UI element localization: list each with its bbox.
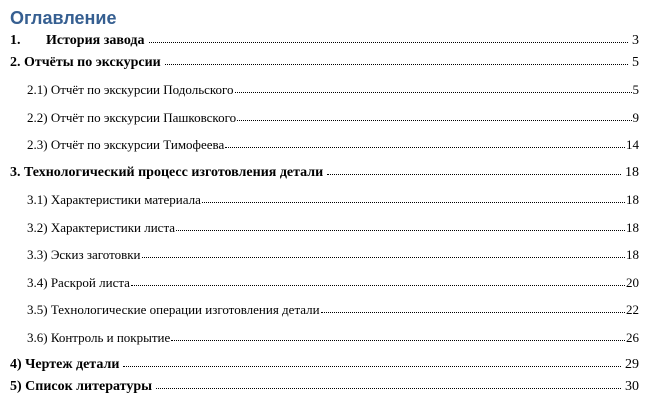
toc-entry-page: 22: [626, 302, 639, 317]
toc-entry-label: 3.2) Характеристики листа: [27, 220, 176, 235]
dot-leader: [176, 229, 625, 231]
toc-entry-page: 9: [632, 110, 639, 125]
toc-entry-label: История завода: [46, 33, 145, 48]
toc-entry-page: 29: [625, 357, 639, 372]
dot-leader: [327, 173, 621, 175]
toc-entry-references[interactable]: [10, 379, 639, 395]
toc-entry-label: 4) Чертеж детали: [10, 357, 120, 372]
toc-entry-page: 18: [625, 165, 639, 180]
toc-entry-label: 3. Технологический процесс изготовления детали: [10, 165, 324, 180]
toc-entry-inspection-coating[interactable]: [27, 330, 639, 346]
dot-leader: [142, 256, 625, 258]
toc-entry-report-pashkovsky[interactable]: [27, 110, 639, 126]
toc-entry-report-podolsky[interactable]: [27, 82, 639, 98]
toc-entry-manufacturing-operations[interactable]: [27, 302, 639, 318]
dot-leader: [123, 365, 621, 367]
dot-leader: [156, 387, 621, 389]
toc-entry-page: 14: [626, 137, 639, 152]
toc-entry-page: 20: [626, 275, 639, 290]
dot-leader: [321, 311, 625, 313]
toc-entry-label: 2.1) Отчёт по экскурсии Подольского: [27, 82, 234, 97]
toc-entry-label: 2.2) Отчёт по экскурсии Пашковского: [27, 110, 237, 125]
dot-leader: [165, 63, 628, 65]
toc-entry-label: 2.3) Отчёт по экскурсии Тимофеева: [27, 137, 225, 152]
toc-entry-blank-sketch[interactable]: [27, 247, 639, 263]
toc-entry-label: 3.6) Контроль и покрытие: [27, 330, 171, 345]
toc-entry-page: 18: [626, 247, 639, 262]
dot-leader: [149, 41, 629, 43]
toc-entry-material-characteristics[interactable]: [27, 192, 639, 208]
dot-leader: [235, 91, 632, 93]
dot-leader: [202, 201, 625, 203]
toc-entry-label: 5) Список литературы: [10, 379, 153, 394]
toc-entry-page: 18: [626, 220, 639, 235]
dot-leader: [171, 339, 625, 341]
toc-entry-label: 3.4) Раскрой листа: [27, 275, 130, 290]
toc-entry-label: 3.5) Технологические операции изготовления детали: [27, 302, 320, 317]
toc-entry-part-drawing[interactable]: [10, 357, 639, 373]
toc-entry-number: 1.: [10, 33, 21, 48]
toc-entry-page: 5: [632, 55, 639, 70]
toc-entry-sheet-cutting[interactable]: [27, 275, 639, 291]
toc-entry-label: 3.3) Эскиз заготовки: [27, 247, 141, 262]
toc-entry-technological-process[interactable]: [10, 165, 639, 181]
toc-entry-report-timofeev[interactable]: [27, 137, 639, 153]
toc-entry-page: 18: [626, 192, 639, 207]
toc-entry-history[interactable]: [10, 33, 639, 49]
toc-title: Оглавление: [10, 8, 117, 28]
toc-entry-label: 2. Отчёты по экскурсии: [10, 55, 161, 70]
dot-leader: [237, 119, 631, 121]
dot-leader: [225, 146, 625, 148]
toc-entry-page: 5: [632, 82, 639, 97]
toc-entry-label: 3.1) Характеристики материала: [27, 192, 201, 207]
toc-entry-page: 26: [626, 330, 639, 345]
dot-leader: [131, 284, 625, 286]
toc-entry-excursion-reports[interactable]: [10, 55, 639, 71]
toc-entry-page: 30: [625, 379, 639, 394]
toc-entry-sheet-characteristics[interactable]: [27, 220, 639, 236]
toc-entry-page: 3: [632, 33, 639, 48]
